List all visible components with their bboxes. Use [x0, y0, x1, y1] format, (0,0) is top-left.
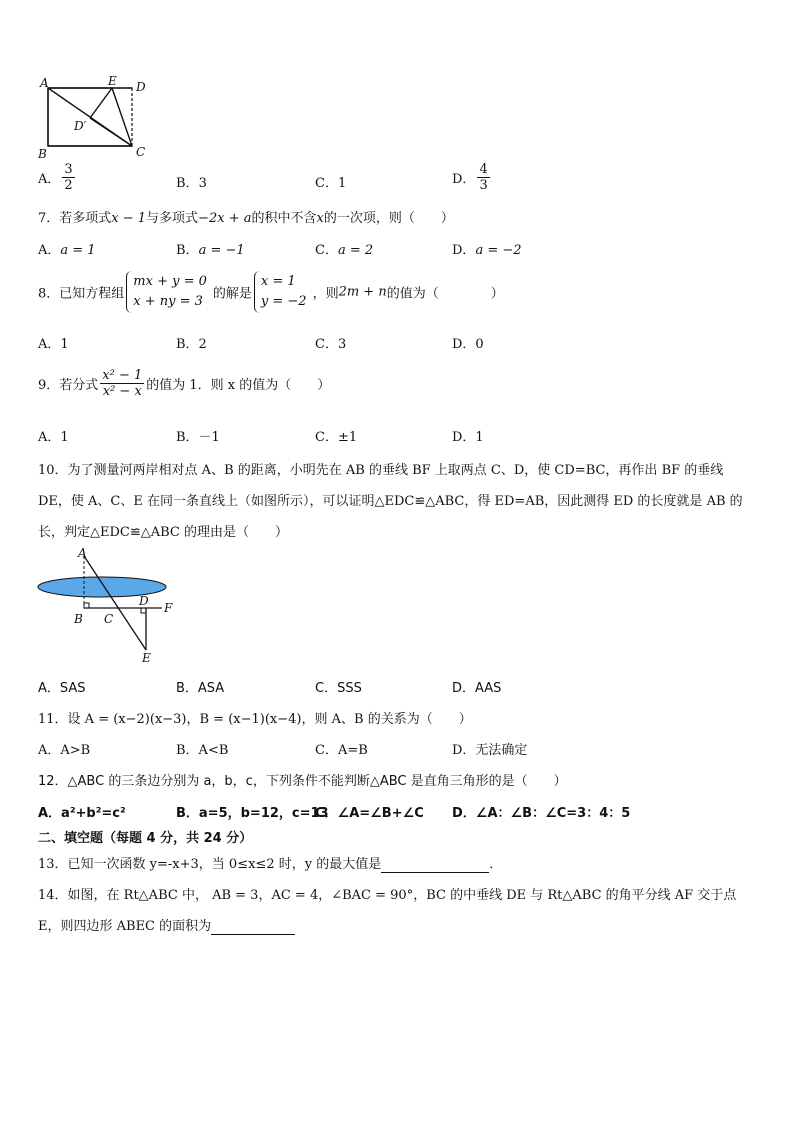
- river-measurement-figure: [34, 546, 184, 668]
- q12-option-d: D．∠A：∠B：∠C=3：4：5: [452, 806, 631, 821]
- q7-option-a: A．a = 1: [38, 243, 96, 258]
- q6-option-c: C．1: [315, 176, 347, 191]
- question-8: 8．已知方程组 mx + y = 0 x + ny = 3 的解是 x = 1 y = −2 ，则2m + n的值为（ ）: [38, 271, 504, 313]
- question-13: 13．已知一次函数 y=-x+3，当 0≤x≤2 时，y 的最大值是 ．: [38, 857, 503, 872]
- q10-option-c: C．SSS: [315, 681, 362, 696]
- question-10-line-3: 长，判定△EDC≌△ABC 的理由是（ ）: [38, 525, 289, 540]
- q9-option-d: D．1: [452, 430, 484, 445]
- fig6-label-d: D: [136, 80, 146, 94]
- fig10-label-f: F: [164, 601, 173, 615]
- question-12: 12．△ABC 的三条边分别为 a，b，c，下列条件不能判断△ABC 是直角三角形的是（ ）: [38, 774, 567, 789]
- fig10-label-e: E: [142, 651, 151, 665]
- fig10-label-b: B: [74, 612, 83, 626]
- q7-option-b: B．a = −1: [176, 243, 245, 258]
- section-fill-in-heading: 二、填空题（每题 4 分，共 24 分）: [38, 831, 253, 846]
- fig6-label-c: C: [136, 145, 146, 159]
- q8-option-a: A．1: [38, 337, 69, 352]
- fig10-label-c: C: [104, 612, 114, 626]
- q12-option-a: A．a²+b²=c²: [38, 806, 126, 821]
- q12-option-c: C．∠A=∠B+∠C: [315, 806, 424, 821]
- q9-option-b: B．－1: [176, 430, 220, 445]
- question-11: 11．设 A = (x−2)(x−3)，B = (x−1)(x−4)，则 A、B 的关系为（ ）: [38, 712, 472, 727]
- q12-option-b: B．a=5，b=12，c=13: [176, 806, 329, 821]
- q10-option-a: A．SAS: [38, 681, 86, 696]
- fig10-label-a: A: [78, 546, 87, 560]
- fig6-label-dprime: D′: [74, 119, 87, 133]
- q8-option-c: C．3: [315, 337, 347, 352]
- q6-option-b: B．3: [176, 176, 207, 191]
- fig6-label-a: A: [40, 76, 49, 90]
- question-14-line-2: E，则四边形 ABEC 的面积为: [38, 915, 295, 935]
- question-7: 7．若多项式x − 1与多项式−2x + a的积中不含x的一次项，则（ ）: [38, 211, 454, 226]
- q11-option-c: C．A=B: [315, 743, 368, 758]
- q6-option-d: D． $\frac{4}{3}$: [452, 162, 488, 193]
- fig10-label-d: D: [139, 594, 149, 608]
- question-14-line-1: 14．如图，在 Rt△ABC 中， AB = 3，AC = 4，∠BAC = 90°，BC 的中垂线 DE 与 Rt△ABC 的角平分线 AF 交于点: [38, 888, 737, 903]
- question-9: 9．若分式 $\frac{\text{x² − 1}}{\text{x² − x}}$ 的值为 1．则 x 的值为（ ）: [38, 368, 331, 399]
- q10-option-d: D．AAS: [452, 681, 502, 696]
- q10-option-b: B．ASA: [176, 681, 225, 696]
- question-10-line-1: 10．为了测量河两岸相对点 A、B 的距离，小明先在 AB 的垂线 BF 上取两点 C、D，使 CD=BC，再作出 BF 的垂线: [38, 463, 724, 478]
- q8-option-d: D．0: [452, 337, 484, 352]
- q13-answer-blank[interactable]: [381, 857, 489, 873]
- q14-answer-blank[interactable]: [211, 919, 295, 935]
- q6-option-a: A． $\frac{3}{2}$: [38, 162, 73, 193]
- q11-option-d: D．无法确定: [452, 743, 528, 758]
- q8-option-b: B．2: [176, 337, 207, 352]
- q7-option-d: D．a = −2: [452, 243, 522, 258]
- fig6-label-b: B: [38, 147, 47, 161]
- q9-option-c: C．±1: [315, 430, 358, 445]
- fig6-label-e: E: [108, 74, 117, 88]
- q7-option-c: C．a = 2: [315, 243, 374, 258]
- rectangle-fold-figure: [36, 74, 156, 164]
- q9-option-a: A．1: [38, 430, 69, 445]
- question-10-line-2: DE，使 A、C、E 在同一条直线上（如图所示），可以证明△EDC≌△ABC，得 ED=AB，因此测得 ED 的长度就是 AB 的: [38, 494, 743, 509]
- q11-option-a: A．A>B: [38, 743, 91, 758]
- q11-option-b: B．A<B: [176, 743, 229, 758]
